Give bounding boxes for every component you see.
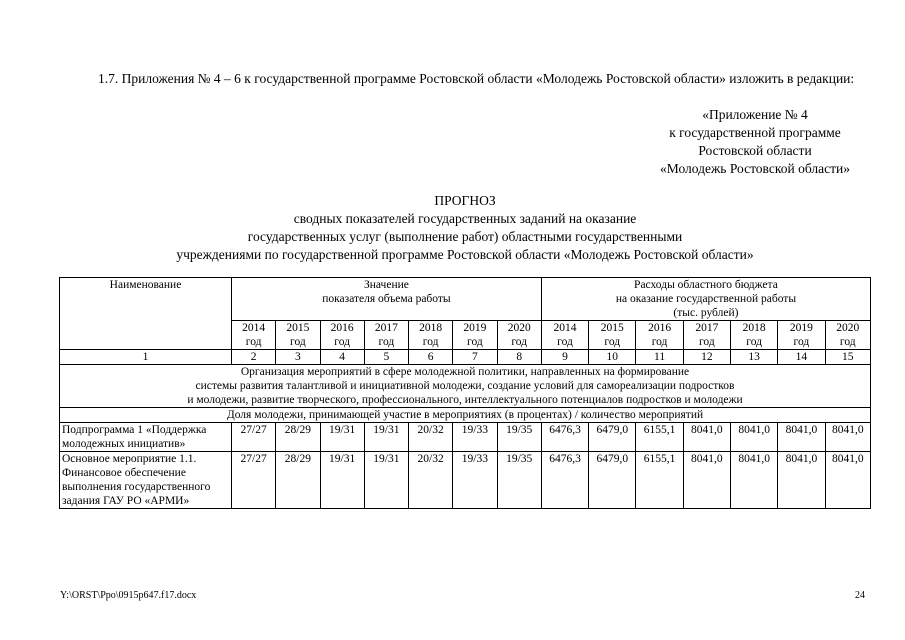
appendix-line: «Приложение № 4 — [702, 107, 808, 122]
year-value: 2018 — [742, 322, 766, 334]
row-value: 19/35 — [497, 452, 541, 509]
title-line: ПРОГНОЗ — [434, 193, 496, 208]
year-value: 2016 — [330, 322, 354, 334]
header-name: Наименование — [60, 278, 232, 350]
column-number: 3 — [276, 350, 320, 365]
year-header — [320, 321, 364, 350]
header-value-line: Значение — [364, 279, 409, 291]
year-header — [730, 321, 777, 350]
row-value: 28/29 — [276, 452, 320, 509]
header-budget-line: Расходы областного бюджета — [634, 279, 778, 291]
intro-paragraph: 1.7. Приложения № 4 – 6 к государственной программе Ростовской области «Молодежь Ростовской области» изложить в редакции: — [98, 71, 855, 86]
row-value: 19/31 — [364, 423, 408, 452]
page-number: 24 — [855, 590, 865, 601]
year-header — [453, 321, 497, 350]
column-number: 13 — [730, 350, 777, 365]
year-header — [364, 321, 408, 350]
appendix-label — [620, 106, 890, 178]
row-value: 27/27 — [232, 452, 276, 509]
row-value: 6476,3 — [541, 423, 588, 452]
indicator-row — [60, 408, 871, 423]
row-value: 8041,0 — [730, 423, 777, 452]
forecast-table — [59, 277, 871, 509]
appendix-line: Ростовской области — [698, 143, 812, 158]
row-value: 20/32 — [409, 452, 453, 509]
row-value: 19/31 — [320, 423, 364, 452]
indicator-title: Доля молодежи, принимающей участие в мероприятиях (в процентах) / количество мероприятий — [60, 408, 871, 423]
title-line: сводных показателей государственных заданий на оказание — [293, 211, 637, 226]
appendix-line: «Молодежь Ростовской области» — [660, 161, 850, 176]
column-number: 11 — [636, 350, 683, 365]
row-value: 19/35 — [497, 423, 541, 452]
year-word: год — [746, 336, 762, 348]
row-value: 8041,0 — [778, 423, 825, 452]
row-value: 8041,0 — [825, 452, 870, 509]
year-header — [825, 321, 870, 350]
section-line: и молодежи, развитие творческого, профессионального, интеллектуального потенциалов подростков и молодежи — [187, 394, 743, 406]
section-title — [60, 365, 871, 408]
year-header — [683, 321, 730, 350]
column-number: 9 — [541, 350, 588, 365]
section-line: Организация мероприятий в сфере молодежной политики, направленных на формирование — [240, 366, 690, 378]
year-value: 2015 — [600, 322, 624, 334]
row-value: 8041,0 — [683, 423, 730, 452]
column-number: 8 — [497, 350, 541, 365]
row-value: 6155,1 — [636, 423, 683, 452]
column-number: 6 — [409, 350, 453, 365]
year-word: год — [422, 336, 439, 348]
year-header — [276, 321, 320, 350]
header-value — [232, 278, 542, 321]
year-header — [636, 321, 683, 350]
year-word: год — [245, 336, 262, 348]
year-value: 2020 — [507, 322, 531, 334]
section-row — [60, 365, 871, 408]
year-value: 2015 — [286, 322, 310, 334]
table-header-row — [60, 278, 871, 321]
appendix-line: к государственной программе — [669, 125, 841, 140]
year-header — [541, 321, 588, 350]
year-value: 2017 — [374, 322, 398, 334]
row-value: 6155,1 — [636, 452, 683, 509]
year-value: 2018 — [419, 322, 443, 334]
column-number-row — [60, 350, 871, 365]
column-number: 4 — [320, 350, 364, 365]
row-value: 19/31 — [320, 452, 364, 509]
year-value: 2020 — [836, 322, 860, 334]
row-value: 8041,0 — [825, 423, 870, 452]
column-number: 2 — [232, 350, 276, 365]
header-budget-line: (тыс. рублей) — [673, 307, 739, 319]
year-value: 2016 — [648, 322, 672, 334]
year-word: год — [793, 336, 810, 348]
column-number: 14 — [778, 350, 825, 365]
row-name: Основное мероприятие 1.1. Финансовое обеспечение выполнения государственного задания ГАУ РО «АРМИ» — [60, 452, 232, 509]
header-value-line: показателя объема работы — [322, 293, 451, 305]
footer-file-path: Y:\ORST\Ppo\0915p647.f17.docx — [60, 590, 197, 601]
header-budget — [541, 278, 870, 321]
year-value: 2014 — [553, 322, 577, 334]
year-word: год — [511, 336, 528, 348]
row-value: 6479,0 — [589, 452, 636, 509]
row-value: 28/29 — [276, 423, 320, 452]
row-value: 8041,0 — [730, 452, 777, 509]
year-header — [232, 321, 276, 350]
year-word: год — [651, 336, 668, 348]
column-number: 15 — [825, 350, 870, 365]
row-value: 19/31 — [364, 452, 408, 509]
year-value: 2019 — [463, 322, 487, 334]
year-word: год — [557, 336, 573, 348]
column-number: 1 — [60, 350, 232, 365]
year-header — [409, 321, 453, 350]
row-name: Подпрограмма 1 «Поддержка молодежных инициатив» — [60, 423, 232, 452]
title-line: учреждениями по государственной программе Ростовской области «Молодежь Ростовской области» — [176, 247, 754, 262]
table-row — [60, 452, 871, 509]
year-word: год — [334, 336, 350, 348]
title-line: государственных услуг (выполнение работ) областными государственными — [247, 229, 683, 244]
row-value: 6476,3 — [541, 452, 588, 509]
year-header — [778, 321, 825, 350]
year-word: год — [378, 336, 395, 348]
year-word: год — [604, 336, 621, 348]
year-header — [497, 321, 541, 350]
year-value: 2014 — [242, 322, 266, 334]
header-budget-line: на оказание государственной работы — [615, 293, 797, 305]
row-value: 20/32 — [409, 423, 453, 452]
year-word: год — [698, 336, 715, 348]
row-value: 19/33 — [453, 423, 497, 452]
year-word: год — [290, 336, 306, 348]
row-value: 8041,0 — [683, 452, 730, 509]
row-value: 8041,0 — [778, 452, 825, 509]
row-value: 27/27 — [232, 423, 276, 452]
column-number: 12 — [683, 350, 730, 365]
row-value: 6479,0 — [589, 423, 636, 452]
document-title — [60, 192, 870, 264]
year-value: 2017 — [695, 322, 719, 334]
year-word: год — [839, 336, 856, 348]
year-value: 2019 — [789, 322, 813, 334]
row-value: 19/33 — [453, 452, 497, 509]
column-number: 5 — [364, 350, 408, 365]
year-header — [589, 321, 636, 350]
table-row — [60, 423, 871, 452]
year-word: год — [467, 336, 483, 348]
column-number: 7 — [453, 350, 497, 365]
section-line: системы развития талантливой и инициативной молодежи, создание условий для самореализации подростков — [195, 380, 735, 392]
column-number: 10 — [589, 350, 636, 365]
